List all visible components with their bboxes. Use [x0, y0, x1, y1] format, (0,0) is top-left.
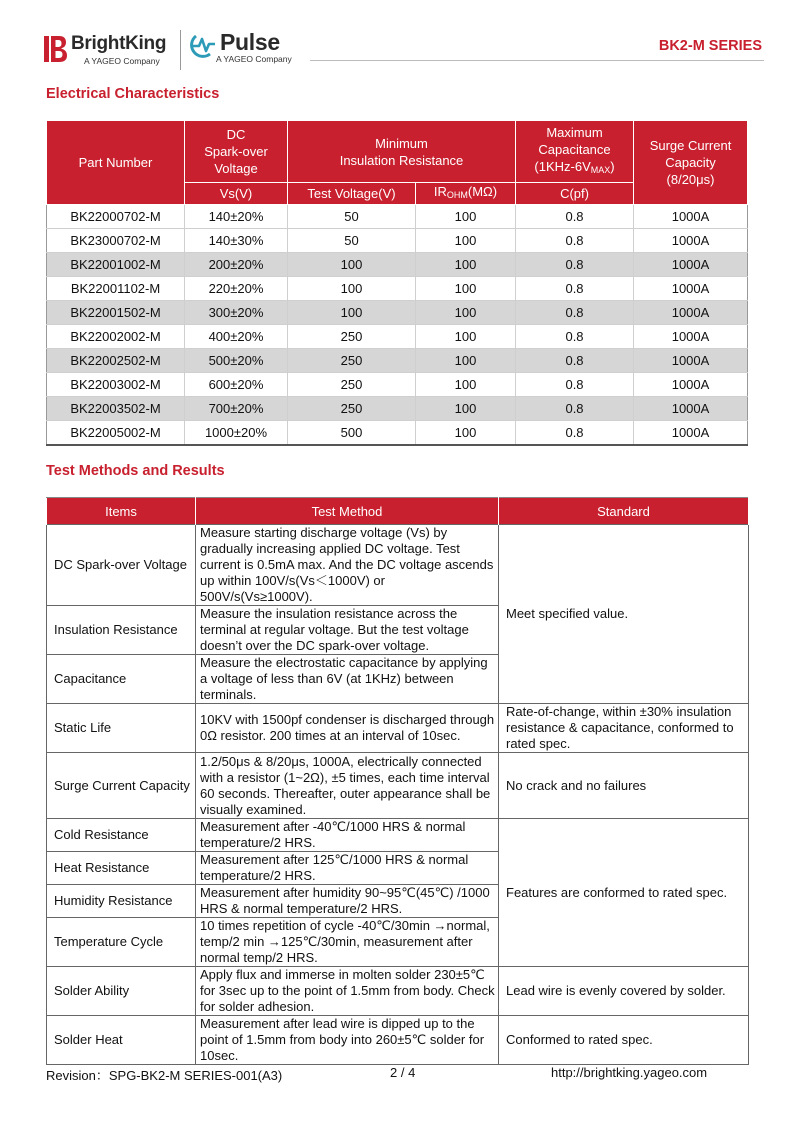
header-ir-b: (MΩ)	[467, 184, 498, 199]
cell-vs: 700±20%	[185, 397, 288, 421]
cell-vs: 140±20%	[185, 205, 288, 229]
cell-standard: Meet specified value.	[499, 525, 749, 704]
header-max-cap-l2: Capacitance	[538, 142, 611, 157]
header-ir-sub: OHM	[446, 190, 468, 200]
cell-part: BK22000702-M	[47, 205, 185, 229]
cell-ir: 100	[416, 253, 516, 277]
cell-test-voltage: 250	[288, 325, 416, 349]
test-methods-table	[46, 497, 749, 1065]
cell-cap: 0.8	[516, 301, 634, 325]
cell-method: Measurement after lead wire is dipped up to the point of 1.5mm from body into 260±5℃ solder for 10sec.	[196, 1016, 499, 1065]
table-row	[47, 373, 748, 397]
pulse-subtitle: A YAGEO Company	[216, 54, 292, 64]
cell-vs: 500±20%	[185, 349, 288, 373]
cell-ir: 100	[416, 421, 516, 445]
cell-item: Solder Heat	[47, 1016, 196, 1065]
footer-revision: Revision：SPG-BK2-M SERIES-001(A3)	[46, 1068, 283, 1083]
cell-method: Measurement after -40℃/1000 HRS & normal temperature/2 HRS.	[196, 819, 499, 852]
cell-cap: 0.8	[516, 397, 634, 421]
table-row	[47, 819, 749, 852]
header-surge-l2: Capacity	[665, 155, 716, 170]
footer-url[interactable]: http://brightking.yageo.com	[551, 1065, 708, 1080]
cell-vs: 1000±20%	[185, 421, 288, 445]
table-row	[47, 349, 748, 373]
pulse-logo-icon	[188, 32, 218, 58]
cell-surge: 1000A	[634, 373, 748, 397]
header-rule	[310, 60, 764, 61]
electrical-table	[46, 120, 748, 446]
cell-test-voltage: 50	[288, 205, 416, 229]
cell-method: 10KV with 1500pf condenser is discharged through 0Ω resistor. 200 times at an interval of 10sec.	[196, 704, 499, 753]
cell-standard: Features are conformed to rated spec.	[499, 819, 749, 967]
cell-item: Temperature Cycle	[47, 918, 196, 967]
table-row	[47, 397, 748, 421]
cell-ir: 100	[416, 301, 516, 325]
header-dc-spark-l1: DC	[226, 127, 246, 142]
cell-part: BK22003502-M	[47, 397, 185, 421]
table-row	[47, 325, 748, 349]
cell-ir: 100	[416, 277, 516, 301]
pulse-logo	[188, 30, 308, 68]
cell-part: BK22003002-M	[47, 373, 185, 397]
table-row	[47, 753, 749, 819]
brightking-logo-icon	[44, 36, 68, 62]
header-min-insulation	[288, 121, 516, 183]
table-row	[47, 1016, 749, 1065]
cell-method: Measure starting discharge voltage (Vs) by gradually increasing applied DC voltage. Test current is 0.5mA max. And the DC voltage ascends up within 100V/s(Vs＜1000V) or 500V/s(Vs≥1000V).	[196, 525, 499, 606]
cell-method: Measure the insulation resistance across the terminal at regular voltage. But the test voltage doesn’t over the DC spark-over voltage.	[196, 606, 499, 655]
cell-surge: 1000A	[634, 229, 748, 253]
header-max-capacitance	[516, 121, 634, 183]
cell-test-voltage: 500	[288, 421, 416, 445]
cell-part: BK22005002-M	[47, 421, 185, 445]
header-surge-l3: (8/20μs)	[666, 172, 715, 187]
tests-section-title: Test Methods and Results	[46, 463, 225, 479]
cell-test-voltage: 250	[288, 349, 416, 373]
footer-page-number: 2 / 4	[390, 1065, 416, 1080]
table-row	[47, 421, 748, 445]
header-dc-spark-l2: Spark-over	[204, 144, 268, 159]
cell-ir: 100	[416, 205, 516, 229]
cell-surge: 1000A	[634, 325, 748, 349]
header-surge-l1: Surge Current	[649, 138, 732, 153]
header-max-cap-l3a: (1KHz-6V	[534, 159, 591, 174]
cell-part: BK22002002-M	[47, 325, 185, 349]
cell-vs: 600±20%	[185, 373, 288, 397]
header-vs: Vs(V)	[185, 183, 288, 205]
cell-vs: 200±20%	[185, 253, 288, 277]
cell-test-voltage: 250	[288, 373, 416, 397]
brightking-name: BrightKing	[71, 33, 167, 54]
header-test-voltage: Test Voltage(V)	[288, 183, 416, 205]
cell-part: BK22001502-M	[47, 301, 185, 325]
header-standard: Standard	[499, 498, 749, 525]
cell-vs: 140±30%	[185, 229, 288, 253]
cell-part: BK22001102-M	[47, 277, 185, 301]
cell-item: Surge Current Capacity	[47, 753, 196, 819]
cell-surge: 1000A	[634, 421, 748, 445]
cell-item: Insulation Resistance	[47, 606, 196, 655]
cell-cap: 0.8	[516, 325, 634, 349]
cell-part: BK22002502-M	[47, 349, 185, 373]
cell-method: Measure the electrostatic capacitance by applying a voltage of less than 6V (at 1KHz) between terminals.	[196, 655, 499, 704]
cell-cap: 0.8	[516, 373, 634, 397]
header-min-ins-l1: Minimum	[375, 135, 428, 151]
cell-surge: 1000A	[634, 349, 748, 373]
header-dc-spark-l3: Voltage	[214, 161, 258, 176]
cell-surge: 1000A	[634, 277, 748, 301]
series-title: BK2-M SERIES	[658, 38, 762, 54]
cell-method: Measurement after 125℃/1000 HRS & normal temperature/2 HRS.	[196, 852, 499, 885]
cell-test-voltage: 100	[288, 277, 416, 301]
cell-ir: 100	[416, 349, 516, 373]
cell-cap: 0.8	[516, 277, 634, 301]
cell-cap: 0.8	[516, 253, 634, 277]
cell-ir: 100	[416, 373, 516, 397]
table-row	[47, 277, 748, 301]
page-header	[44, 30, 764, 70]
header-items: Items	[47, 498, 196, 525]
cell-item: Cold Resistance	[47, 819, 196, 852]
cell-item: Humidity Resistance	[47, 885, 196, 918]
header-ir-a: IR	[433, 184, 447, 199]
pulse-name: Pulse	[220, 29, 280, 55]
cell-surge: 1000A	[634, 397, 748, 421]
cell-cap: 0.8	[516, 421, 634, 445]
cell-standard: Lead wire is evenly covered by solder.	[499, 967, 749, 1016]
table-row	[47, 525, 749, 606]
cell-surge: 1000A	[634, 301, 748, 325]
cell-test-voltage: 250	[288, 397, 416, 421]
logo-divider	[180, 30, 181, 70]
cell-item: DC Spark-over Voltage	[47, 525, 196, 606]
electrical-section-title: Electrical Characteristics	[46, 86, 220, 102]
cell-method: 1.2/50μs & 8/20μs, 1000A, electrically connected with a resistor (1~2Ω), ±5 times, each time interval 60 seconds. Thereafter, outer appearance shall be visually examined.	[196, 753, 499, 819]
header-max-cap-l1: Maximum	[546, 125, 603, 140]
cell-cap: 0.8	[516, 349, 634, 373]
cell-method: Measurement after humidity 90~95℃(45℃) /1000 HRS & normal temperature/2 HRS.	[196, 885, 499, 918]
cell-test-voltage: 100	[288, 253, 416, 277]
header-test-method: Test Method	[196, 498, 499, 525]
cell-item: Static Life	[47, 704, 196, 753]
brightking-subtitle: A YAGEO Company	[84, 56, 160, 66]
cell-cap: 0.8	[516, 229, 634, 253]
cell-cap: 0.8	[516, 205, 634, 229]
header-ir	[416, 183, 516, 205]
cell-vs: 220±20%	[185, 277, 288, 301]
cell-item: Capacitance	[47, 655, 196, 704]
table-row	[47, 205, 748, 229]
brightking-logo	[44, 32, 174, 68]
header-max-cap-l3b: )	[610, 159, 615, 174]
cell-ir: 100	[416, 325, 516, 349]
table-row	[47, 967, 749, 1016]
header-max-cap-sub: MAX	[590, 165, 611, 175]
header-part-number: Part Number	[47, 121, 185, 205]
cell-item: Heat Resistance	[47, 852, 196, 885]
cell-part: BK23000702-M	[47, 229, 185, 253]
cell-method: Apply flux and immerse in molten solder 230±5℃ for 3sec up to the point of 1.5mm from body. Check for solder adhesion.	[196, 967, 499, 1016]
cell-surge: 1000A	[634, 205, 748, 229]
cell-test-voltage: 50	[288, 229, 416, 253]
cell-test-voltage: 100	[288, 301, 416, 325]
cell-part: BK22001002-M	[47, 253, 185, 277]
table-row	[47, 704, 749, 753]
table-row	[47, 229, 748, 253]
cell-standard: No crack and no failures	[499, 753, 749, 819]
cell-item: Solder Ability	[47, 967, 196, 1016]
cell-vs: 300±20%	[185, 301, 288, 325]
cell-vs: 400±20%	[185, 325, 288, 349]
header-min-ins-l2: Insulation Resistance	[339, 152, 464, 168]
cell-standard: Rate-of-change, within ±30% insulation resistance & capacitance, conformed to rated spec.	[499, 704, 749, 753]
header-cpf: C(pf)	[516, 183, 634, 205]
cell-ir: 100	[416, 229, 516, 253]
cell-method: 10 times repetition of cycle -40℃/30min →normal, temp/2 min →125℃/30min, measurement after normal temp/2 HRS.	[196, 918, 499, 967]
table-row	[47, 253, 748, 277]
cell-surge: 1000A	[634, 253, 748, 277]
header-dc-spark	[185, 121, 288, 183]
cell-standard: Conformed to rated spec.	[499, 1016, 749, 1065]
table-row	[47, 301, 748, 325]
header-surge	[634, 121, 748, 205]
cell-ir: 100	[416, 397, 516, 421]
